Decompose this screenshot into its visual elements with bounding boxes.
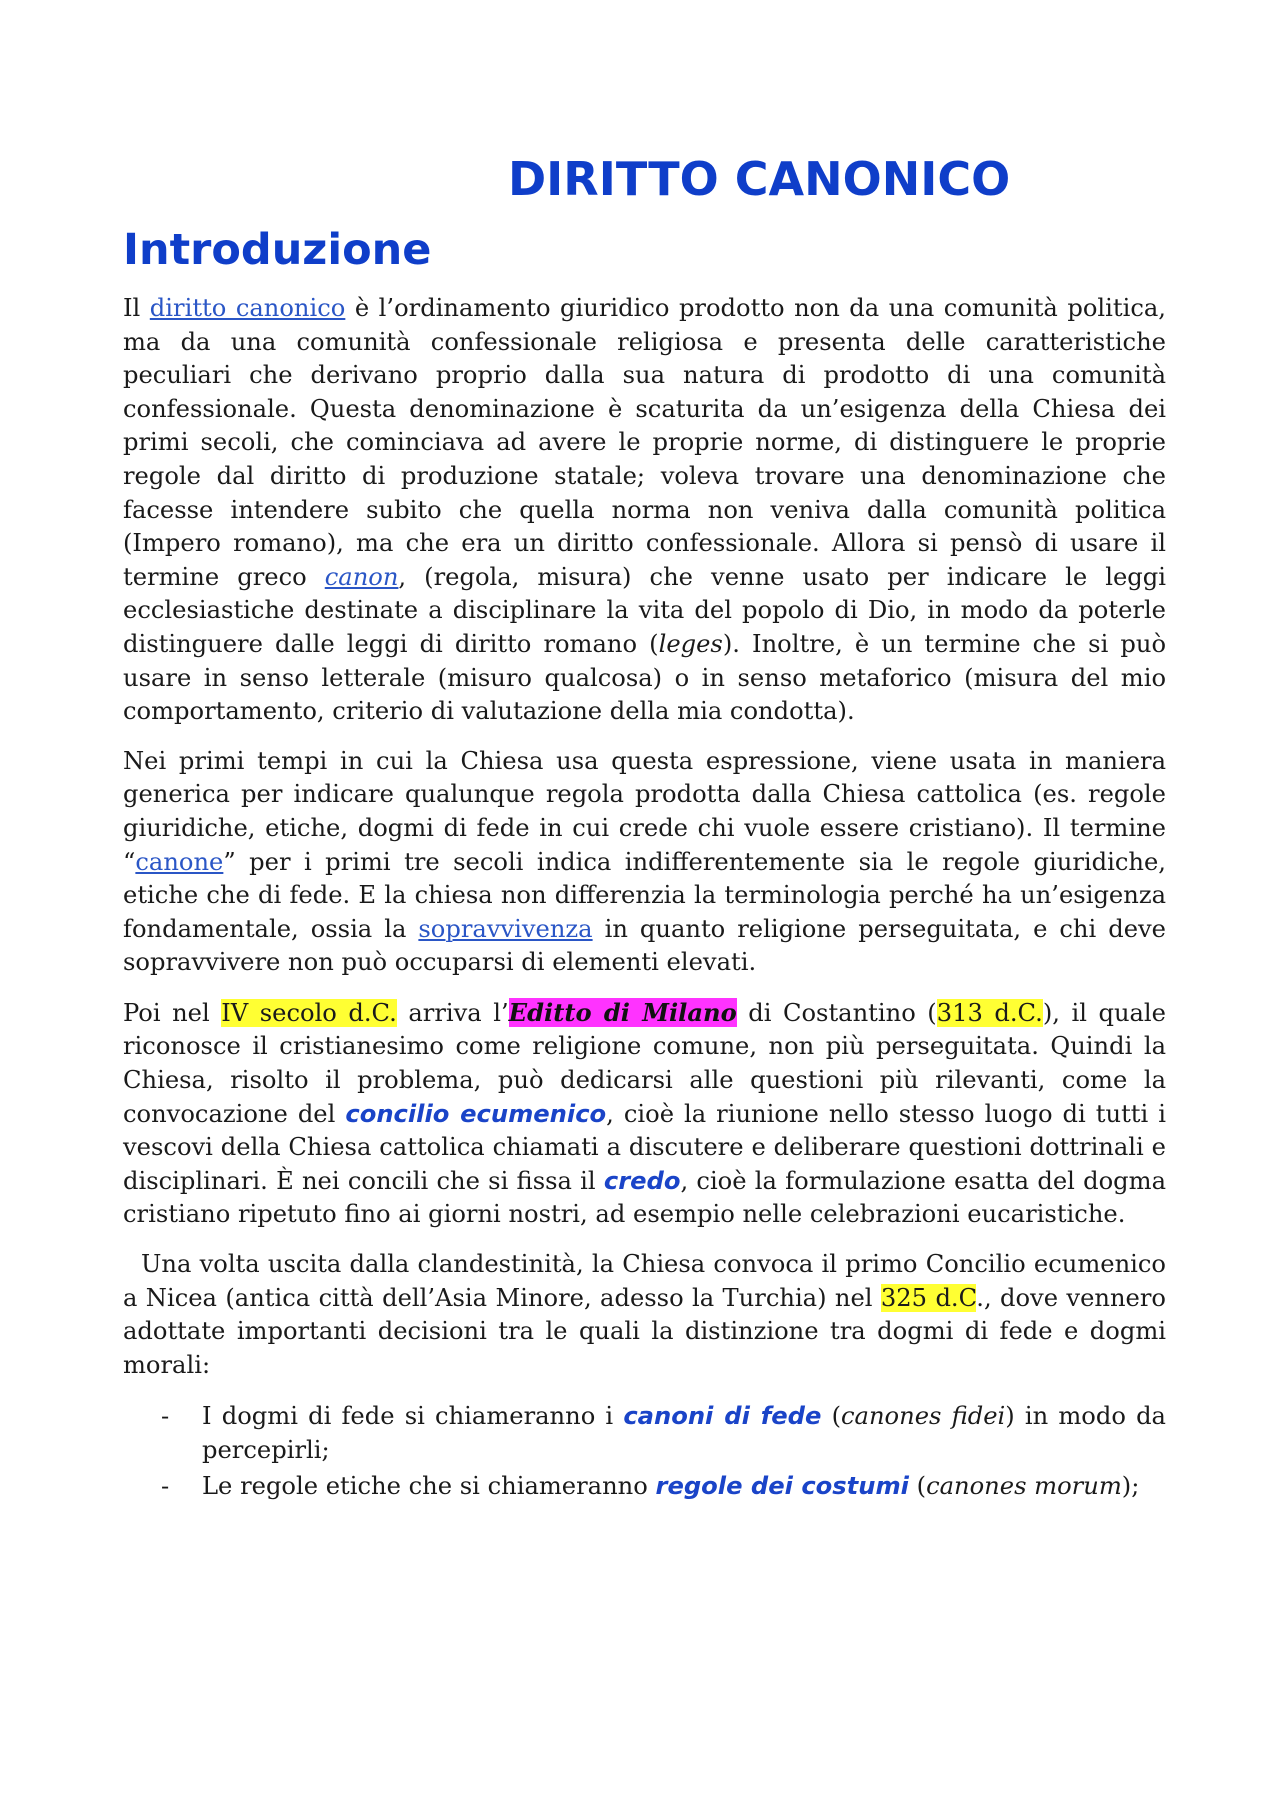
list-item	[123, 1470, 1166, 1504]
section-heading-introduzione: Introduzione	[123, 225, 432, 275]
text-run: in quanto religione perseguitata, e chi deve sopravvivere non può occuparsi di elementi elevati.	[123, 914, 1166, 977]
text-run: , (regola, misura) che venne usato per indicare le leggi ecclesiastiche destinate a disciplinare la vita del popolo di Dio, in modo da poterle distinguere dalle leggi di diritto romano (	[123, 562, 1166, 658]
link-sopravvivenza[interactable]: sopravvivenza	[418, 914, 593, 943]
text-run: Nei primi tempi in cui la Chiesa usa questa espressione, viene usata in maniera generica per indicare qualunque regola prodotta dalla Chiesa cattolica (es. regole giuridiche, etiche, dogmi di fede in cui crede chi vuole essere cristiano). Il termine “	[123, 746, 1166, 876]
text-run: di Costantino (	[736, 998, 937, 1027]
highlight-iv-secolo: IV secolo d.C.	[221, 998, 397, 1027]
emphasis-canones-morum: canones morum	[926, 1471, 1122, 1500]
text-run: Poi nel	[123, 998, 222, 1027]
emphasis-leges: leges	[658, 629, 723, 658]
text-run: arriva l’	[396, 998, 509, 1027]
term-credo: credo	[603, 1166, 681, 1195]
text-run: Le regole etiche che si chiameranno	[202, 1471, 656, 1500]
text-run: ., dove vennero adottate importanti decisioni tra le quali la distinzione tra dogmi di fede e dogmi morali:	[123, 1283, 1166, 1379]
dash-bullet: -	[161, 1402, 170, 1431]
document-title: DIRITTO CANONICO	[508, 152, 1011, 206]
term-regole-dei-costumi: regole dei costumi	[655, 1471, 909, 1500]
highlight-313: 313 d.C.	[936, 998, 1043, 1027]
dash-bullet: -	[161, 1471, 170, 1500]
paragraph-1	[123, 292, 1166, 729]
document-page	[123, 0, 1166, 1505]
text-run: I dogmi di fede si chiameranno i	[202, 1402, 624, 1431]
text-run: ), il quale riconosce il cristianesimo come religione comune, non più perseguitata. Quindi la Chiesa, risolto il problema, può dedicarsi alle questioni più rilevanti, come la convocazione del	[123, 998, 1166, 1128]
highlight-editto-di-milano: Editto di Milano	[508, 997, 737, 1027]
text-run: ). Inoltre, è un termine che si può usare in senso letterale (misuro qualcosa) o in senso metaforico (misura del mio comportamento, criterio di valutazione della mia condotta).	[123, 629, 1167, 726]
link-canone[interactable]: canone	[135, 847, 224, 876]
term-canoni-di-fede: canoni di fede	[623, 1402, 822, 1431]
text-run: (	[821, 1402, 842, 1431]
paragraph-3	[123, 996, 1166, 1232]
text-run: ” per i primi tre secoli indica indifferentemente sia le regole giuridiche, etiche che di fede. E la chiesa non differenzia la terminologia perché ha un’esigenza fondamentale, ossia la	[123, 847, 1166, 943]
text-run: , cioè la formulazione esatta del dogma cristiano ripetuto fino ai giorni nostri, ad esempio nelle celebrazioni eucaristiche.	[123, 1166, 1166, 1229]
text-run: ) in modo da percepirli;	[202, 1402, 1166, 1464]
text-run: );	[1121, 1471, 1140, 1500]
term-concilio-ecumenico: concilio ecumenico	[345, 1099, 607, 1128]
link-canon[interactable]: canon	[324, 562, 399, 591]
text-run: Il	[123, 294, 150, 322]
highlight-325: 325 d.C	[880, 1283, 977, 1312]
text-run: (	[908, 1471, 927, 1500]
text-run: è l’ordinamento giuridico prodotto non da una comunità politica, ma da una comunità confessionale religiosa e presenta delle caratteristiche peculiari che derivano proprio dalla sua natura di prodotto di una comunità confessionale. Questa denominazione è scaturita da un’esigenza della Chiesa dei primi secoli, che cominciava ad avere le proprie norme, di distinguere le proprie regole dal diritto di produzione statale; voleva trovare una denominazione che facesse intendere subito che quella norma non veniva dalla comunità politica (Impero romano), ma che era un diritto confessionale. Allora si pensò di usare il termine greco	[123, 294, 1166, 591]
emphasis-canones-fidei: canones fidei	[841, 1402, 1006, 1431]
paragraph-2	[123, 745, 1166, 980]
paragraph-4	[123, 1248, 1166, 1382]
text-run: Una volta uscita dalla clandestinità, la Chiesa convoca il primo Concilio ecumenico a Nicea (antica città dell’Asia Minore, adesso la Turchia) nel	[123, 1250, 1166, 1312]
dash-list	[123, 1400, 1166, 1503]
text-run: , cioè la riunione nello stesso luogo di tutti i vescovi della Chiesa cattolica chiamati a discutere e deliberare questioni dottrinali e disciplinari. È nei concili che si fissa il	[123, 1099, 1166, 1195]
link-diritto-canonico[interactable]: diritto canonico	[149, 294, 346, 322]
list-item	[123, 1400, 1166, 1467]
